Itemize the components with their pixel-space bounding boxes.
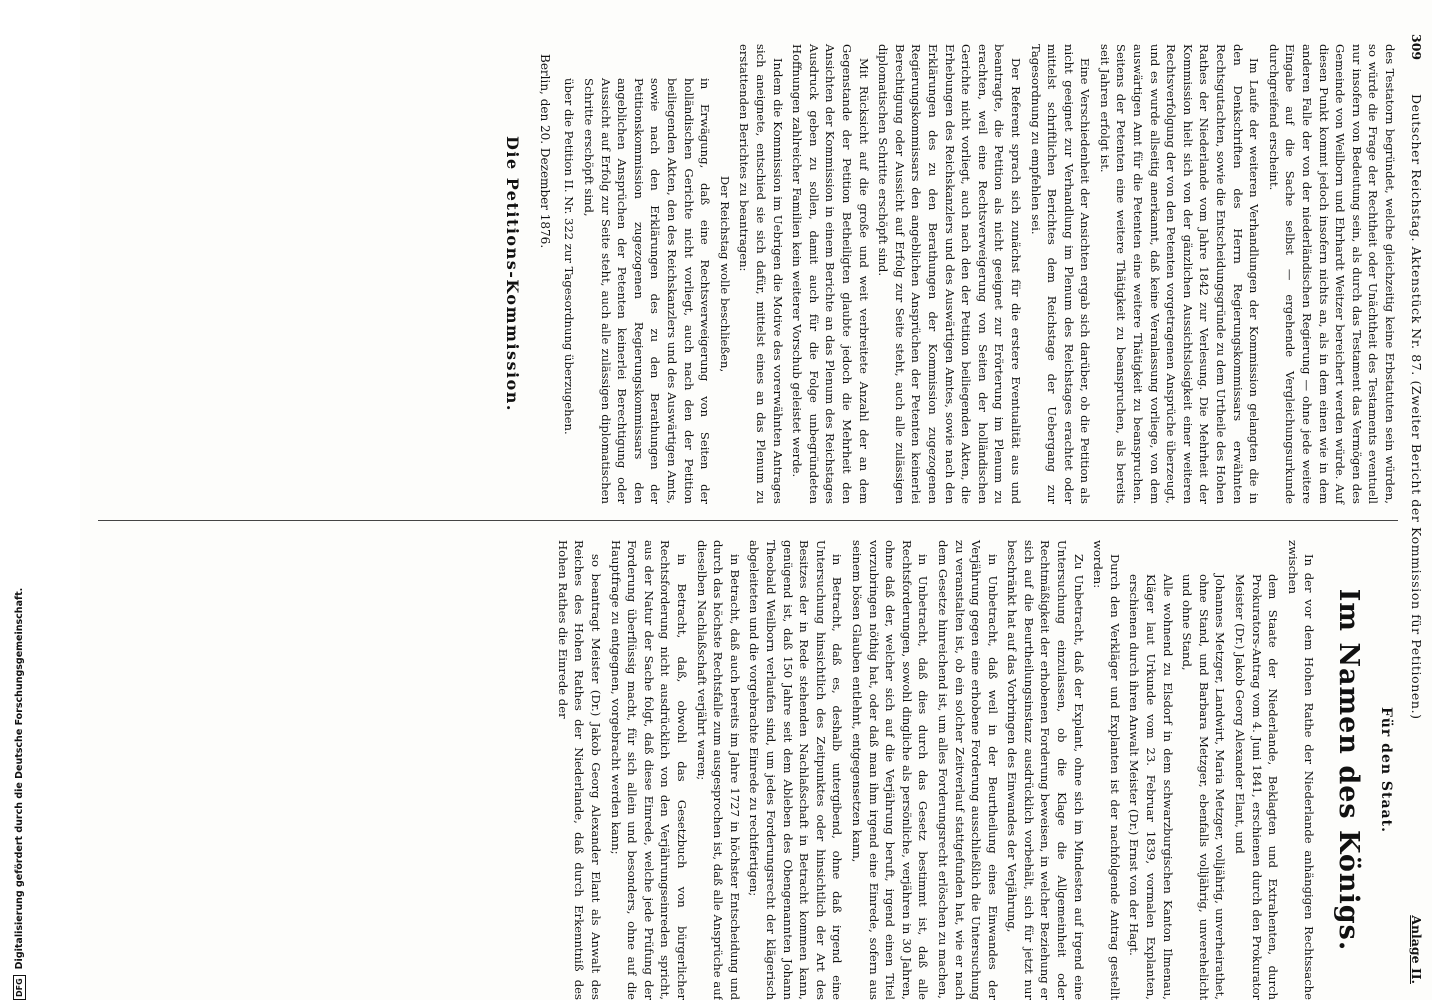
paragraph: Indem die Kommission im Uebrigen die Motive des vorerwähnten Antrages sich aneignete, entschied sie sich dafür, mittelst eines an das Plenum zu erstattenden Berichtes zu beantragen: (737, 44, 785, 504)
resolution-intro: Der Reichstag wolle beschließen, (717, 175, 732, 373)
dfg-logo: DFG (13, 975, 26, 1000)
left-column (501, 44, 1398, 504)
paragraph: so beantragt Meister (Dr.) Jakob Georg Alexander Elant als Anwalt des Reiches des Hohen Rathes der Niederlande, daß durch Erkenntniß des Hohen Rathes die Einrede der (555, 540, 604, 1000)
paragraph: Durch den Verkläger und Explanten ist der nachfolgende Antrag gestellt worden: (1091, 540, 1122, 1000)
party-paragraph: Alle wohnend zu Elsdorf in dem schwarzburgischen Kanton Ilmenau, Kläger laut Urkunde vom 23. Februar 1839, vormalen Explanten, erschienen durch ihren Anwalt Meister (Dr.) Ernst von der Hagt. (1127, 574, 1175, 1000)
paragraph: Im Laufe der weiteren Verhandlungen der Kommission gelangten die in den Denkschriften des Herrn Regierungskommissars erwähnten Rechtsgutachten, sowie die Entscheidungsgründe zu dem Urtheile des Hohen Rathes der Niederlande vom Jahre 1842 zur Verlesung. Die Mehrheit der Kommission hielt sich von der gänzlichen Aussichtslosigkeit einer weiteren Rechtsverfolgung der von den Petenten vorgetragenen Ansprüche überzeugt, und es wurde allseitig anerkannt, daß keine Veranlassung vorliege, von dem auswärtigen Amt für die Petenten eine weitere Thätigkeit zu beanspruchen. Seitens der Petenten eine weitere Thätigkeit zu beanspruchen, als bereits seit Jahren erfolgt ist. (1097, 44, 1262, 504)
party-paragraph: Johannes Metzger, Landwirt, Maria Metzger, volljährig, unverheirathet, ohne Stand, und Barbara Metzger, ebenfalls volljährig, unverehelicht und ohne Stand, (1180, 574, 1228, 1000)
paragraph: Der Referent sprach sich zunächst für die erstere Eventualität aus und beantragte, die Petition als nicht geeignet zur Erörterung im Plenum zu erachten, weil eine Rechtsverweigerung von Seiten der holländischen Gerichte nicht vorliegt, auch nach den der Petition beiliegenden Akten, die Erhebungen des Reichskanzlers und des Auswärtigen Amtes, sowie nach den Erklärungen des zu den Berathungen der Kommission zugezogenen Regierungskommissars den angeblichen Ansprüchen der Petenten keinerlei Berechtigung oder Aussicht auf Erfolg zur Seite steht, auch alle zulässigen diplomatischen Schritte erschöpft sind. (876, 44, 1023, 504)
resolution-motion: über die Petition II. Nr. 322 zur Tagesordnung überzugehen. (562, 78, 577, 435)
footer-text: Digitalisierung gefördert durch die Deutsche Forschungsgemeinschaft. (14, 587, 25, 970)
digitization-footer (12, 0, 28, 1000)
signature: Die Petitions-Kommission. (503, 135, 523, 412)
right-column (551, 540, 1398, 1000)
paragraph: In der vor dem Hohen Rathe der Niederlande anhängigen Rechtssache zwischen (1285, 540, 1317, 1000)
column-divider (98, 520, 1398, 521)
scanned-page (80, 0, 1432, 1000)
paragraph: in Betracht, daß, obwohl das Gesetzbuch von bürgerlicher Rechtsforderung nicht ausdrücklich von den Verjährungseinreden spricht, aus der Natur der Sache folgt, daß diese Einrede, welche jede Prüfung der Forderung überflüssig macht, für sich allein und besonders, ohne auf die Hauptfrage zu entgegnen, vorgebracht werden kann; (608, 540, 690, 1000)
paragraph: in Betracht, daß auch bereits im Jahre 1727 in höchster Entscheidung und durch das höchste Rechtsfalle zum ausgesprochen ist, daß alle Ansprüche auf dieselben Nachlaßschaft verjährt waren; (694, 540, 742, 1000)
paragraph: in Unbetracht, daß dies durch das Gesetz bestimmt ist, daß alle Rechtsforderungen, sowohl dingliche als persönliche, verjähren in 30 Jahren, ohne daß der, welcher sich auf die Verjährung beruft, irgend einen Titel vorzubringen nöthig hat, oder daß man ihm irgend eine Einrede, sofern aus seinem bösen Glauben entlehnt, entgegensetzen kann, (849, 540, 931, 1000)
paragraph: Eine Verschiedenheit der Ansichten ergab sich darüber, ob die Petition als nicht geeignet zur Verhandlung im Plenum des Reichstages erachtet oder mittelst schriftlichen Berichtes dem Reichstage der Uebergang zur Tagesordnung zu empfehlen sei. (1028, 44, 1093, 504)
paragraph: Zu Unbetracht, daß der Explant, ohne sich im Mindesten auf irgend eine Untersuchung einzulassen, ob die Klage die Allgemeinheit oder Rechtmäßigkeit der erhobenen Forderung beweisen, in welcher Beziehung er sich auf die Beurtheilungsinstanz ausdrücklich vorbehält, sich für jetzt nur beschränkt hat auf das Vorbringen des Einwandes der Verjährung, (1005, 540, 1086, 1000)
running-header (1404, 34, 1428, 984)
dateline: Berlin, den 20. Dezember 1876. (537, 54, 552, 249)
party-paragraph: dem Staate der Niederlande, Beklagten und Extrahenten, durch Prokurators-Antrag vom 4. Juni 1841, erschienen durch den Prokurator Meister (Dr.) Jakob Georg Alexander Elant, und (1233, 574, 1281, 1000)
document-sheet (80, 0, 1432, 1000)
paragraph: des Testatorn begründet, welche gleichzeitig keine Erbstatuten sein würden, so würde die Frage der Rechtheit oder Unächtheit des Testaments eventuell nur insofern von Bedeutung sein, als durch das Testament das Vermögen des Gemeinde von Weilborn und Ehrhardt Weitzer bereichert werden würde. Auf diesen Punkt kommt jedoch insofern nichts an, als in dem einen wie in dem anderen Falle der von der niederländischen Regierung — ohne jede weitere Eingabe auf die Sache selbst — ergehende Vergleichungsurkunde durchgreifend erscheint. (1266, 44, 1397, 504)
resolution-text: in Erwägung, daß eine Rechtsverweigerung von Seiten der holländischen Gerichte nicht vorliegt, auch nach den der Petition beiliegenden Akten, den des Reichskanzlers und des Auswärtigen Amts, sowie nach den Erklärungen des zu den Berathungen der Petitionskommission zugezogenen Regierungskommissars den angeblichen Ansprüchen der Petenten keinerlei Berechtigung oder Aussicht auf Erfolg zur Seite steht, auch alle zulässigen diplomatischen Schritte erschöpft sind, (582, 78, 713, 504)
section-heading: Im Namen des Königs. (1333, 588, 1365, 952)
appendix-label: Anlage II. (1409, 915, 1424, 984)
header-title: Deutscher Reichstag. Aktenstück Nr. 87. (Zweiter Bericht der Kommission für Petitionen.) (1409, 94, 1424, 720)
paragraph: Mit Rücksicht auf die große und weit verbreitete Anzahl der an dem Gegenstande der Petition Betheiligten glaubte jedoch die Mehrheit den Ansichten der Kommission in einem Berichte an das Plenum des Reichstages Ausdruck geben zu sollen, damit auch für die Folge unbegründeten Hoffnungen zahlreicher Familien kein weiterer Vorschub geleistet werde. (790, 44, 871, 504)
page-number: 309 (1409, 34, 1424, 61)
kicker: Für den Staat. (1378, 707, 1394, 833)
paragraph: in Unbetracht, daß weil in der Beurtheilung eines Einwandes der Verjährung gegen eine erhobene Forderung ausschließlich die Untersuchung zu veranstalten ist, ob ein solcher Zeitverlauf stattgefunden hat, wie er nach dem Gesetze hinreichend ist, um alles Forderungsrecht erlöschen zu machen, (935, 540, 1000, 1000)
paragraph: in Betracht, daß es, deshalb untergibend, ohne daß irgend eine Untersuchung hinsichtlich des Zeitpunktes oder hinsichtlich der Art des Besitzes der in Rede stehenden Nachlaßschaft in Betracht kommen kann, genügend ist, daß 150 Jahre seit dem Ableben des Obengenannten Johann Theobald Weilborn verlaufen sind, um jedes Forderungsrecht der klägerisch abgeleiteten und die vorgebrachte Einrede zu rechtfertigen; (747, 540, 845, 1000)
